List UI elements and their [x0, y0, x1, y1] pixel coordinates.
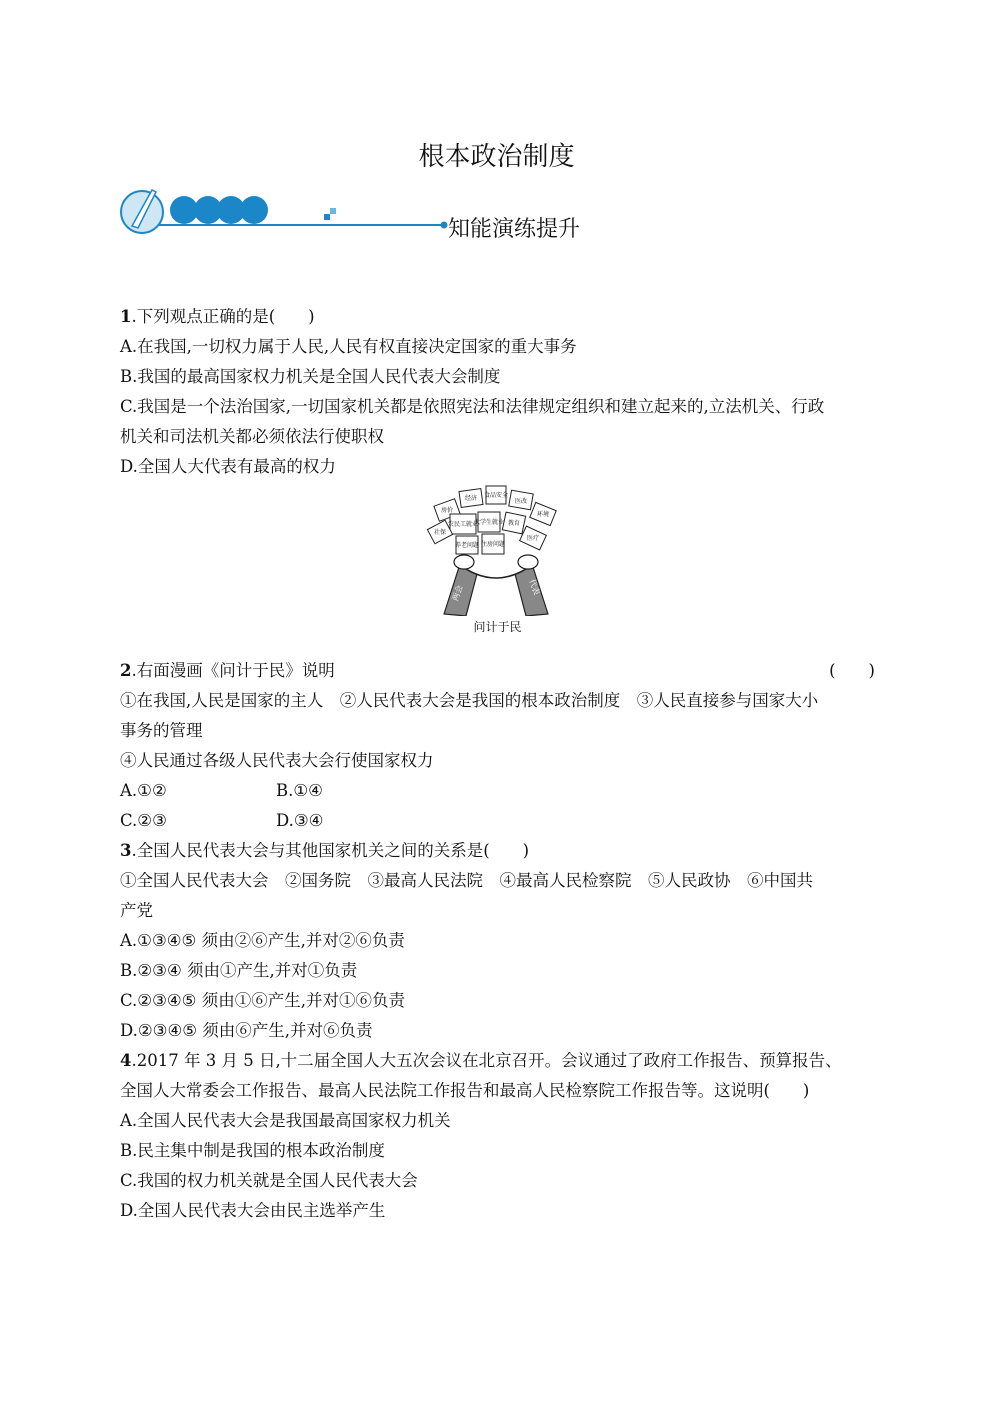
- section-label: 知能演练提升: [448, 217, 581, 242]
- q2-item-line-3: ④人民通过各级人民代表大会行使国家权力: [120, 751, 434, 770]
- cartoon-caption: 问计于民: [473, 620, 522, 634]
- question-2-stem: 2.右面漫画《问计于民》说明 ( ): [120, 656, 875, 686]
- card-label-3: 医改: [514, 498, 528, 505]
- q2-answer-bracket: ( ): [829, 661, 875, 680]
- q1-option-c: C.我国是一个法治国家,一切国家机关都是依照宪法和法律规定组织和建立起来的,立法机关、行政: [120, 397, 825, 416]
- card-label-5: 房价: [440, 507, 454, 514]
- card-label-1: 经济: [464, 495, 478, 502]
- q1-option-b: B.我国的最高国家权力机关是全国人民代表大会制度: [120, 367, 501, 386]
- q2-option-a: A.①②: [120, 781, 167, 800]
- card-label-8: 教育: [507, 520, 521, 527]
- card-label-2: 食品安全: [483, 492, 509, 499]
- card-label-11: 住房问题: [480, 541, 506, 548]
- q2-option-b: B.①④: [276, 781, 323, 800]
- card-label-12: 医疗: [526, 535, 540, 542]
- banner-dot-1: [170, 196, 198, 224]
- q2-options-row-2: [120, 806, 875, 836]
- q3-option-d: D.②③④⑤ 须由⑥产生,并对⑥负责: [120, 1021, 373, 1040]
- q3-option-a: A.①③④⑤ 须由②⑥产生,并对②⑥负责: [120, 931, 405, 950]
- card-label-6: 农民工就业: [447, 521, 479, 528]
- page-title: 根本政治制度: [418, 142, 575, 172]
- question-1-stem: 1.下列观点正确的是( ): [120, 307, 315, 326]
- left-hand: [454, 555, 474, 569]
- banner-square-2: [330, 208, 336, 214]
- q2-option-c: C.②③: [120, 811, 167, 830]
- q4-option-a: A.全国人民代表大会是我国最高国家权力机关: [120, 1111, 451, 1130]
- q3-option-b: B.②③④ 须由①产生,并对①负责: [120, 961, 358, 980]
- q3-item-line-2: 产党: [120, 901, 153, 920]
- q3-item-line-1: ①全国人民代表大会 ②国务院 ③最高人民法院 ④最高人民检察院 ⑤人民政协 ⑥中国共: [120, 871, 813, 890]
- q1-option-c-cont: 机关和司法机关都必须依法行使职权: [120, 427, 384, 446]
- question-4-stem: 4.2017 年 3 月 5 日,十二届全国人大五次会议在北京召开。会议通过了政府工作报告、预算报告、: [120, 1051, 842, 1070]
- question-4-stem-cont: 全国人大常委会工作报告、最高人民法院工作报告和最高人民检察院工作报告等。这说明( ): [120, 1081, 810, 1100]
- q2-option-d: D.③④: [276, 811, 324, 830]
- q2-options-row-1: [120, 776, 875, 806]
- q2-item-line-1: ①在我国,人民是国家的主人 ②人民代表大会是我国的根本政治制度 ③人民直接参与国家大小: [120, 691, 819, 710]
- right-hand: [518, 555, 538, 569]
- q1-option-d: D.全国人大代表有最高的权力: [120, 457, 336, 476]
- q3-option-c: C.②③④⑤ 须由①⑥产生,并对①⑥负责: [120, 991, 405, 1010]
- q1-option-a: A.在我国,一切权力属于人民,人民有权直接决定国家的重大事务: [120, 337, 577, 356]
- question-3-stem: 3.全国人民代表大会与其他国家机关之间的关系是( ): [120, 841, 530, 860]
- q4-option-c: C.我国的权力机关就是全国人民代表大会: [120, 1171, 418, 1190]
- cartoon-illustration: [426, 484, 566, 616]
- q2-item-line-2: 事务的管理: [120, 721, 203, 740]
- q4-option-d: D.全国人民代表大会由民主选举产生: [120, 1201, 386, 1220]
- q4-option-b: B.民主集中制是我国的根本政治制度: [120, 1141, 385, 1160]
- sleeve-label-right: 代表: [527, 578, 542, 597]
- card-label-9: 社保: [433, 529, 447, 536]
- card-label-4: 环境: [536, 511, 550, 518]
- cartoon-figure: [120, 484, 875, 656]
- banner-square-1: [324, 214, 330, 220]
- exercise-content: [120, 302, 875, 1226]
- sleeve-label-left: 两会: [450, 584, 465, 603]
- banner-end-dot: [441, 222, 448, 229]
- banner-dot-4: [240, 196, 268, 224]
- card-label-10: 养老问题: [454, 542, 480, 549]
- card-label-7: 大学生就业: [473, 519, 505, 526]
